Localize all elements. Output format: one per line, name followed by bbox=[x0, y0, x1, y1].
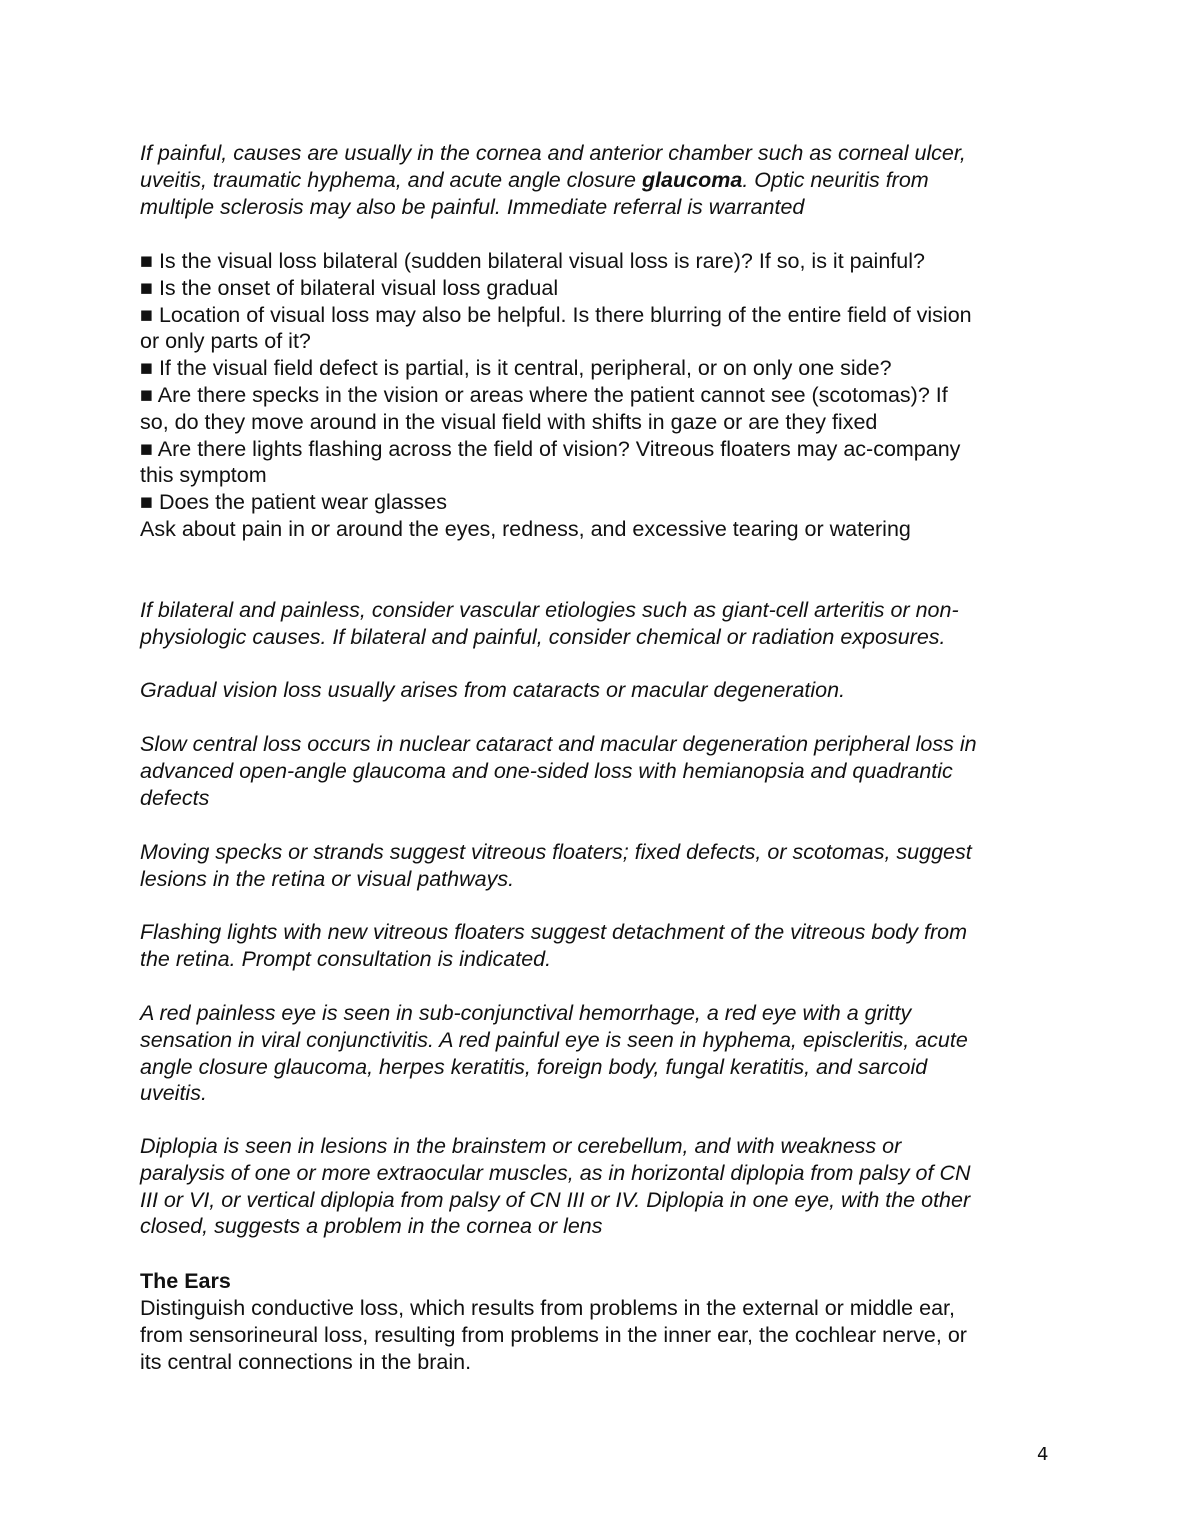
text-line bbox=[140, 1080, 1080, 1107]
text-run: . Optic neuritis from bbox=[742, 167, 929, 192]
text-run: Distinguish conductive loss, which results from problems in the external or middle ear, bbox=[140, 1296, 955, 1320]
text-run: physiologic causes. If bilateral and painful, consider chemical or radiation exposures. bbox=[140, 624, 946, 649]
text-run: from sensorineural loss, resulting from problems in the inner ear, the cochlear nerve, or bbox=[140, 1322, 967, 1347]
text-line bbox=[140, 839, 1080, 866]
text-run: Ask about pain in or around the eyes, redness, and excessive tearing or watering bbox=[140, 516, 911, 541]
text-run: ■ Location of visual loss may also be helpful. Is there blurring of the entire field of vision bbox=[140, 302, 972, 327]
text-line bbox=[140, 248, 1080, 275]
text-run: Gradual vision loss usually arises from cataracts or macular degeneration. bbox=[140, 678, 846, 702]
paragraph-painful-causes bbox=[140, 140, 1080, 220]
text-run: III or VI, or vertical diplopia from palsy of CN III or IV. Diplopia in one eye, with the other bbox=[140, 1187, 971, 1212]
text-line bbox=[140, 275, 1080, 302]
text-run: defects bbox=[140, 785, 210, 810]
text-run: Diplopia is seen in lesions in the brainstem or cerebellum, and with weakness or bbox=[140, 1134, 902, 1158]
paragraph-flashing bbox=[140, 919, 1080, 973]
text-line bbox=[140, 302, 1080, 329]
text-run: angle closure glaucoma, herpes keratitis, foreign body, fungal keratitis, and sarcoid bbox=[140, 1054, 928, 1079]
text-run: ■ Is the visual loss bilateral (sudden bilateral visual loss is rare)? If so, is it painful? bbox=[140, 249, 925, 273]
text-run: ■ Are there specks in the vision or areas where the patient cannot see (scotomas)? If bbox=[140, 382, 948, 407]
text-line bbox=[140, 436, 1080, 463]
text-line bbox=[140, 516, 1080, 543]
paragraph-ears-text bbox=[140, 1295, 1080, 1375]
paragraph-bilateral bbox=[140, 597, 1080, 651]
text-line bbox=[140, 382, 1080, 409]
text-line bbox=[140, 919, 1080, 946]
section-heading bbox=[140, 1268, 1080, 1295]
text-line bbox=[140, 409, 1080, 436]
text-line bbox=[140, 489, 1080, 516]
text-run: the retina. Prompt consultation is indicated. bbox=[140, 946, 552, 971]
text-line bbox=[140, 758, 1080, 785]
text-run: multiple sclerosis may also be painful. Immediate referral is warranted bbox=[140, 194, 805, 219]
text-line bbox=[140, 785, 1080, 812]
text-run: ■ Are there lights flashing across the field of vision? Vitreous floaters may ac-company bbox=[140, 436, 961, 461]
text-run: The Ears bbox=[140, 1269, 231, 1293]
text-run: so, do they move around in the visual field with shifts in gaze or are they fixed bbox=[140, 409, 878, 434]
text-line bbox=[140, 624, 1080, 651]
text-line bbox=[140, 1000, 1080, 1027]
text-line bbox=[140, 167, 1080, 194]
text-line bbox=[140, 1054, 1080, 1081]
text-run: paralysis of one or more extraocular muscles, as in horizontal diplopia from palsy of CN bbox=[140, 1160, 971, 1185]
text-run: A red painless eye is seen in sub-conjunctival hemorrhage, a red eye with a gritty bbox=[140, 1001, 912, 1025]
text-run: ■ Is the onset of bilateral visual loss gradual bbox=[140, 275, 559, 300]
text-line bbox=[140, 1187, 1080, 1214]
text-line bbox=[140, 355, 1080, 382]
text-line bbox=[140, 1213, 1080, 1240]
text-line bbox=[140, 1268, 1080, 1295]
text-line bbox=[140, 946, 1080, 973]
text-line bbox=[140, 1133, 1080, 1160]
text-run: this symptom bbox=[140, 463, 267, 488]
text-run: Moving specks or strands suggest vitreous floaters; fixed defects, or scotomas, suggest bbox=[140, 840, 972, 864]
paragraph-red-eye bbox=[140, 1000, 1080, 1107]
paragraph-gradual bbox=[140, 677, 1080, 704]
paragraph-specks bbox=[140, 839, 1080, 893]
text-line bbox=[140, 731, 1080, 758]
text-line bbox=[140, 1349, 1080, 1376]
text-line bbox=[140, 1160, 1080, 1187]
paragraph-slow-central bbox=[140, 731, 1080, 811]
text-run: If painful, causes are usually in the cornea and anterior chamber such as corneal ulcer, bbox=[140, 141, 966, 165]
text-line bbox=[140, 1295, 1080, 1322]
text-run: ■ Does the patient wear glasses bbox=[140, 490, 447, 515]
text-line bbox=[140, 194, 1080, 221]
text-run: lesions in the retina or visual pathways. bbox=[140, 866, 515, 891]
text-line bbox=[140, 866, 1080, 893]
paragraph-diplopia bbox=[140, 1133, 1080, 1240]
text-run: its central connections in the brain. bbox=[140, 1349, 472, 1374]
text-line bbox=[140, 1322, 1080, 1349]
text-line bbox=[140, 597, 1080, 624]
text-run: uveitis, traumatic hyphema, and acute angle closure bbox=[140, 167, 642, 192]
text-run: Flashing lights with new vitreous floaters suggest detachment of the vitreous body from bbox=[140, 920, 967, 944]
text-run: If bilateral and painless, consider vascular etiologies such as giant-cell arteritis or non- bbox=[140, 598, 959, 622]
text-line bbox=[140, 1027, 1080, 1054]
text-run: sensation in viral conjunctivitis. A red painful eye is seen in hyphema, episcleritis, acute bbox=[140, 1027, 968, 1052]
text-line bbox=[140, 462, 1080, 489]
text-line bbox=[140, 677, 1080, 704]
paragraph-questions bbox=[140, 248, 1080, 543]
text-run: ■ If the visual field defect is partial, is it central, peripheral, or on only one side? bbox=[140, 356, 892, 381]
text-run: or only parts of it? bbox=[140, 329, 311, 354]
bold-term: glaucoma bbox=[641, 167, 743, 192]
text-run: closed, suggests a problem in the cornea or lens bbox=[140, 1214, 603, 1239]
text-run: Slow central loss occurs in nuclear cataract and macular degeneration peripheral loss in bbox=[140, 732, 977, 756]
text-line bbox=[140, 328, 1080, 355]
page-number: 4 bbox=[1037, 1444, 1049, 1465]
text-run: advanced open-angle glaucoma and one-sided loss with hemianopsia and quadrantic bbox=[140, 758, 953, 783]
text-line bbox=[140, 140, 1080, 167]
text-run: uveitis. bbox=[140, 1081, 207, 1106]
